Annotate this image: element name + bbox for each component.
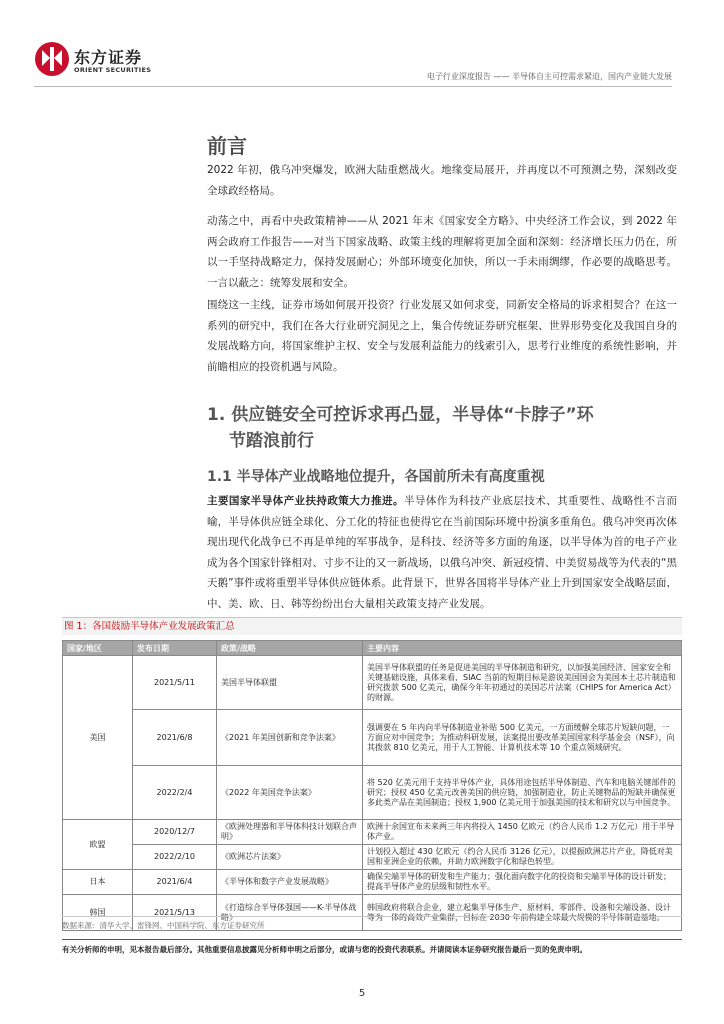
table-row bbox=[63, 845, 682, 870]
preface-paragraph-1: 2022 年初，俄乌冲突爆发，欧洲大陆重燃战火。地缘变局展开，并再度以不可预测之势，深刻改变全球政经格局。 bbox=[207, 164, 677, 197]
policy-cell: 《半导体和数字产业发展战略》 bbox=[217, 870, 363, 895]
date-cell: 2022/2/10 bbox=[133, 845, 217, 870]
content-cell: 将 520 亿美元用于支持半导体产业，具体用途包括半导体制造、汽车和电脑关键部件的研究；授权 450 亿美元改善美国的供应链，加强制造业，防止关键物品的短缺并确保更多此类产品在美国制造；授权 1,900 亿美元用于加强美国的技术和研究以与中国竞争。 bbox=[363, 766, 682, 820]
table-row bbox=[63, 656, 682, 710]
paragraph-lead-bold: 主要国家半导体产业扶持政策大力推进。 bbox=[207, 495, 404, 507]
table-header-row bbox=[63, 641, 682, 656]
date-cell: 2021/6/4 bbox=[133, 870, 217, 895]
content-cell: 韩国政府将联合企业，建立起集半导体生产、原材料、零部件、设备和尖端设备、设计等为一体的高效产业集群，目标在 2030 年前构建全球最大规模的半导体制造基地。 bbox=[363, 895, 682, 931]
policy-cell: 《欧洲芯片法案》 bbox=[217, 845, 363, 870]
section-1-1-paragraph bbox=[207, 491, 677, 614]
date-cell: 2021/5/11 bbox=[133, 656, 217, 710]
section-1-heading bbox=[207, 402, 687, 454]
company-logo bbox=[34, 41, 154, 81]
content-cell: 确保尖端半导体的研发和生产能力；强化面向数字化的投资和尖端半导体的设计研发；提高半导体产业的层级和韧性水平。 bbox=[363, 870, 682, 895]
policy-cell: 美国半导体联盟 bbox=[217, 656, 363, 710]
logo-chinese-text: 东方证券 bbox=[74, 48, 143, 67]
policy-table bbox=[62, 640, 682, 931]
report-title: 电子行业深度报告 —— 半导体自主可控需求紧迫，国内产业链大发展 bbox=[426, 72, 672, 81]
date-cell: 2021/6/8 bbox=[133, 710, 217, 766]
header-divider bbox=[34, 86, 672, 87]
section-1-title-line1: 供应链安全可控诉求再凸显，半导体“卡脖子”环 bbox=[231, 405, 594, 425]
header-policy: 政策/战略 bbox=[217, 641, 363, 656]
header-region: 国家/地区 bbox=[63, 641, 133, 656]
table-row bbox=[63, 766, 682, 820]
preface-title: 前言 bbox=[207, 134, 247, 158]
preface-paragraph-2: 动荡之中，再看中央政策精神——从 2021 年末《国家安全方略》、中央经济工作会议，到 2022 年两会政府工作报告——对当下国家战略、政策主线的理解将更加全面和深刻：经济增长压力仍在，所以一手坚持战略定力，保持发展耐心；外部环境变化加快，所以一手未雨绸缪，作必要的战略思考。一言以蔽之：统筹发展和安全。 bbox=[207, 215, 677, 289]
date-cell: 2020/12/7 bbox=[133, 820, 217, 845]
policy-cell: 《欧洲处理器和半导体科技计划联合声明》 bbox=[217, 820, 363, 845]
header-content: 主要内容 bbox=[363, 641, 682, 656]
policy-cell: 《打造综合半导体强国——K-半导体战略》 bbox=[217, 895, 363, 931]
content-cell: 计划投入超过 430 亿欧元（约合人民币 3126 亿元），以提振欧洲芯片产业，降低对美国和亚洲企业的依赖，并助力欧洲数字化和绿色转型。 bbox=[363, 845, 682, 870]
section-1-1-heading: 1.1 半导体产业战略地位提升，各国前所未有高度重视 bbox=[207, 469, 545, 485]
figure-source: 数据来源：清华大学、雷锋网、中国科学院、东方证券研究所 bbox=[62, 916, 682, 931]
region-cell: 欧盟 bbox=[63, 820, 133, 870]
region-cell: 韩国 bbox=[63, 895, 133, 931]
region-cell: 美国 bbox=[63, 656, 133, 820]
table-row bbox=[63, 820, 682, 845]
paragraph-lead-text: 半导体作为科技产业底层技术、其重要性、战略性不言而喻，半导体供应链全球化、分工化的特征也使得它在当前国际环境中扮演多重角色。俄乌冲突再次体现出现代化战争已不再是单纯的军事战争，是科技、经济等多方面的角逐，以半导体为首的电子产业成为各个国家针锋相对、寸步不让的又一新战场，以俄乌冲突、新冠疫情、中美贸易战等为代表的“黑天鹅”事件或将重塑半导体供应链体系。此背景下，世界各国将半导体产业上升到国家安全战略层面，中、美、欧、日、韩等纷纷出台大量相关政策支持产业发展。 bbox=[207, 495, 678, 610]
preface-paragraph-3: 围绕这一主线，证券市场如何展开投资？行业发展又如何求变，同新安全格局的诉求相契合？在这一系列的研究中，我们在各大行业研究洞见之上，集合传统证券研究框架、世界形势变化及我国自身的发展战略方向，将国家维护主权、安全与发展利益能力的线索引入，思考行业维度的系统性影响，并前瞻相应的投资机遇与风险。 bbox=[207, 299, 677, 373]
date-cell: 2021/5/13 bbox=[133, 895, 217, 931]
section-1-number: 1. bbox=[207, 405, 226, 425]
table-row bbox=[63, 710, 682, 766]
orient-logo-icon bbox=[34, 41, 70, 77]
policy-cell: 《2021 年美国创新和竞争法案》 bbox=[217, 710, 363, 766]
table-row bbox=[63, 870, 682, 895]
section-1-title-line2: 节踏浪前行 bbox=[229, 431, 314, 451]
page-number: 5 bbox=[358, 988, 366, 999]
content-cell: 欧洲十余国宣布未来两三年内将投入 1450 亿欧元（约合人民币 1.2 万亿元）用于半导体产业。 bbox=[363, 820, 682, 845]
logo-english-text: ORIENT SECURITIES bbox=[74, 66, 152, 74]
content-cell: 美国半导体联盟的任务是促进美国的半导体制造和研究，以加强美国经济、国家安全和关键基础设施，具体来看，SIAC 当前的短期目标是游说美国国会为美国本土芯片制造和研究拨款 500 亿美元，确保今年年初通过的美国芯片法案（CHIPS for America Act）的财源。 bbox=[363, 656, 682, 710]
date-cell: 2022/2/4 bbox=[133, 766, 217, 820]
header-date: 发布日期 bbox=[133, 641, 217, 656]
content-cell: 强调要在 5 年内向半导体制造业补贴 500 亿美元，一方面缓解全球芯片短缺问题，一方面应对中国竞争；为推动科研发展，法案提出要改革美国国家科学基金会（NSF），向其拨款 810 亿美元，用于人工智能、计算机技术等 10 个重点领域研究。 bbox=[363, 710, 682, 766]
disclaimer: 有关分析师的申明，见本报告最后部分。其他重要信息披露见分析师申明之后部分，或请与您的投资代表联系。并请阅读本证券研究报告最后一页的免责申明。 bbox=[62, 939, 682, 955]
policy-cell: 《2022 年美国竞争法案》 bbox=[217, 766, 363, 820]
figure-title: 图 1：各国鼓励半导体产业发展政策汇总 bbox=[62, 617, 682, 635]
region-cell: 日本 bbox=[63, 870, 133, 895]
